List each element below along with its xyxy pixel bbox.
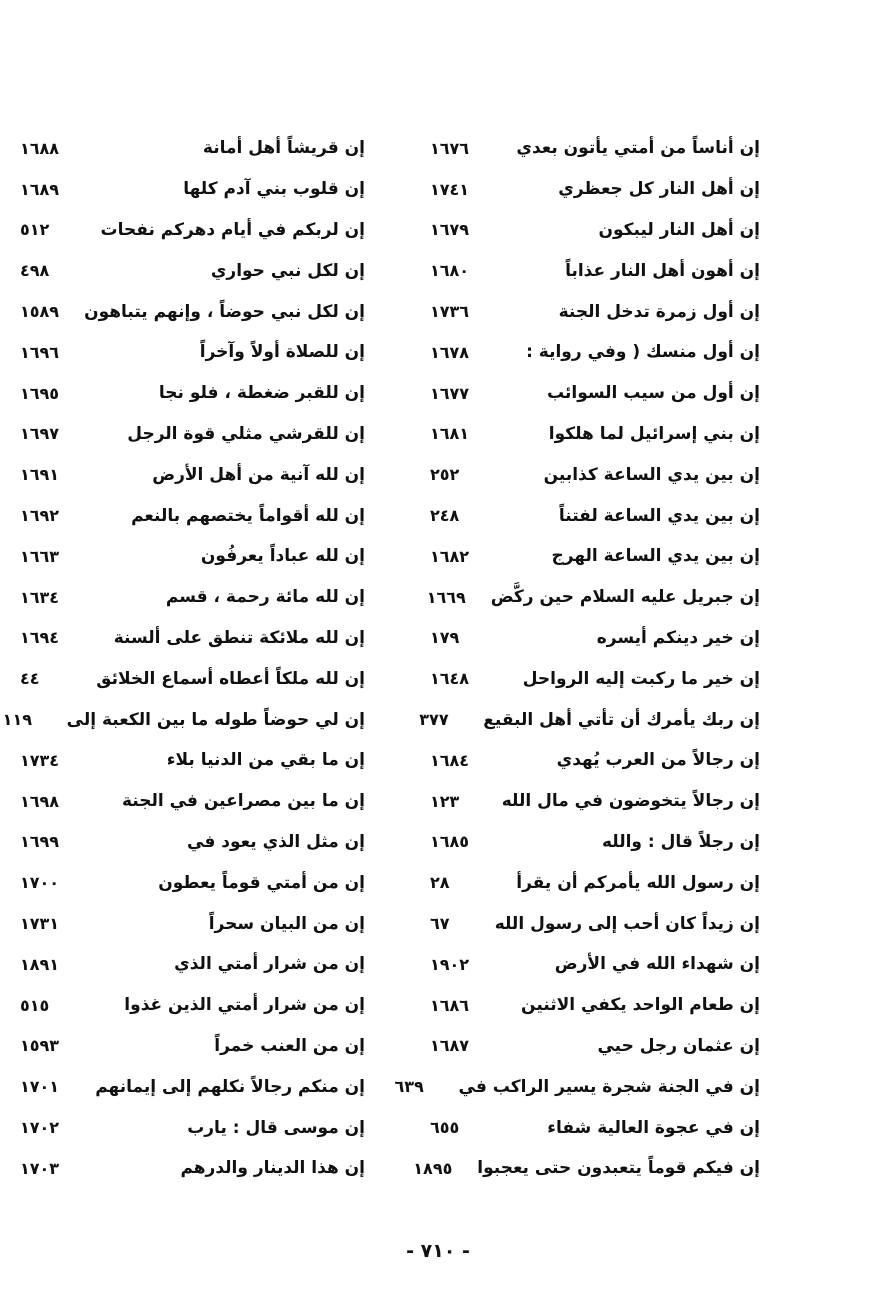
entry-number: ١٢٣: [430, 791, 460, 811]
entry-text: إن مثل الذي يعود في: [187, 831, 365, 852]
entry-text: إن بين يدي الساعة الهرج: [551, 546, 760, 567]
index-entry: [430, 985, 760, 1026]
entry-number: ١٧٩: [430, 628, 460, 648]
entry-number: ١٦٩٩: [20, 832, 60, 852]
entry-number: ١٦٩١: [20, 465, 60, 485]
entry-number: ٦٣٩: [394, 1077, 424, 1097]
entry-text: إن لله آنية من أهل الأرض: [152, 464, 365, 485]
entry-text: إن لله ملائكة تنطق على ألسنة: [113, 627, 365, 648]
entry-text: إن رسول الله يأمركم أن يقرأ: [516, 872, 760, 893]
entry-number: ١٨٩٥: [413, 1158, 453, 1178]
entry-number: ١٦٧٨: [430, 342, 470, 362]
index-entry: [430, 332, 760, 373]
entry-text: إن لكل نبي حوضاً ، وإنهم يتباهون: [84, 301, 365, 322]
entry-number: ٥١٥: [20, 995, 50, 1015]
entry-number: ١٦٦٩: [426, 587, 466, 607]
index-entry: [20, 495, 365, 536]
index-entry: [20, 454, 365, 495]
entry-number: ١٦٨٩: [20, 179, 60, 199]
index-entry: [430, 495, 760, 536]
entry-number: ١٦٨٤: [430, 750, 470, 770]
entry-text: إن زيداً كان أحب إلى رسول الله: [494, 913, 760, 934]
entry-number: ١٦٤٨: [430, 669, 470, 689]
index-entry: [430, 862, 760, 903]
entry-number: ٤٤: [20, 669, 40, 689]
entry-number: ٢٤٨: [430, 506, 460, 526]
index-entry: [430, 210, 760, 251]
index-entry: [20, 658, 365, 699]
entry-number: ٣٧٧: [419, 710, 449, 730]
entry-text: إن رجالاً من العرب يُهدي: [556, 750, 760, 771]
index-entry: [413, 1148, 760, 1189]
entry-number: ١٦٩٨: [20, 791, 60, 811]
entry-number: ١٦٨٢: [430, 546, 470, 566]
entry-text: إن لي حوضاً طوله ما بين الكعبة إلى: [66, 709, 365, 730]
entry-number: ١٧٠٣: [20, 1158, 60, 1178]
entry-number: ٢٥٢: [430, 465, 460, 485]
entry-text: إن طعام الواحد يكفي الاثنين: [521, 995, 760, 1016]
entry-text: إن لله مائة رحمة ، قسم: [165, 587, 365, 608]
entry-text: إن ربك يأمرك أن تأتي أهل البقيع: [483, 709, 760, 730]
entry-number: ١٦٨٠: [430, 261, 470, 281]
entry-number: ١٧٠١: [20, 1077, 60, 1097]
index-entry: [20, 985, 365, 1026]
entry-text: إن أهون أهل النار عذاباً: [565, 260, 760, 281]
entry-number: ١٧٠٢: [20, 1118, 60, 1138]
index-entry: [430, 1026, 760, 1067]
index-entry: [20, 822, 365, 863]
index-entry: [430, 414, 760, 455]
entry-number: ٦٧: [430, 914, 450, 934]
left-index-column: [2, 128, 365, 1189]
entry-text: إن للقبر ضغطة ، فلو نجا: [158, 383, 365, 404]
entry-text: إن من البيان سحراً: [208, 913, 365, 934]
index-entry: [20, 536, 365, 577]
entry-number: ١٦٦٣: [20, 546, 60, 566]
entry-number: ١٥٨٩: [20, 302, 60, 322]
index-entry: [430, 781, 760, 822]
entry-text: إن رجالاً يتخوضون في مال الله: [501, 791, 760, 812]
index-entry: [430, 740, 760, 781]
entry-number: ٥١٢: [20, 220, 50, 240]
entry-number: ١٦٩٦: [20, 342, 60, 362]
entry-text: إن بين يدي الساعة كذابين: [543, 464, 760, 485]
entry-text: إن أول من سيب السوائب: [546, 383, 760, 404]
entry-text: إن ما بين مصراعين في الجنة: [121, 791, 365, 812]
index-entry: [20, 903, 365, 944]
entry-text: إن منكم رجالاً نكلهم إلى إيمانهم: [95, 1076, 365, 1097]
index-entry: [426, 577, 760, 618]
entry-text: إن من شرار أمتي الذي: [174, 954, 365, 975]
index-entry: [20, 169, 365, 210]
entry-text: إن موسى قال : يارب: [187, 1117, 365, 1138]
entry-number: ١٧٣١: [20, 914, 60, 934]
entry-number: ٦٥٥: [430, 1118, 460, 1138]
index-entry: [20, 1148, 365, 1189]
index-entry: [20, 128, 365, 169]
entry-number: ١٦٨٦: [430, 995, 470, 1015]
entry-text: إن بين يدي الساعة لفتناً: [558, 505, 760, 526]
entry-number: ١١٩: [2, 710, 32, 730]
index-entry: [394, 1066, 760, 1107]
entry-text: إن أول منسك ( وفي رواية :: [526, 342, 760, 363]
page-number: - ٧١٠ -: [406, 1240, 470, 1262]
index-entry: [20, 1026, 365, 1067]
entry-text: إن في عجوة العالية شفاء: [547, 1117, 760, 1138]
entry-text: إن في الجنة شجرة يسير الراكب في: [458, 1076, 760, 1097]
entry-text: إن من العنب خمراً: [214, 1035, 365, 1056]
entry-text: إن للقرشي مثلي قوة الرجل: [127, 423, 365, 444]
entry-number: ١٦٧٧: [430, 383, 470, 403]
index-entry: [430, 169, 760, 210]
entry-text: إن قلوب بني آدم كلها: [183, 179, 365, 200]
entry-number: ١٧٤١: [430, 179, 470, 199]
index-entry: [430, 291, 760, 332]
right-index-column: [394, 128, 760, 1189]
entry-number: ١٦٣٤: [20, 587, 60, 607]
index-entry: [430, 903, 760, 944]
index-entry: [20, 862, 365, 903]
entry-number: ١٨٩١: [20, 954, 60, 974]
entry-text: إن رجلاً قال : والله: [601, 831, 760, 852]
entry-number: ١٦٧٦: [430, 138, 470, 158]
entry-text: إن أهل النار كل جعظري: [558, 179, 760, 200]
index-entry: [20, 332, 365, 373]
entry-number: ١٦٨٧: [430, 1036, 470, 1056]
entry-text: إن للصلاة أولاً وآخراً: [199, 342, 365, 363]
index-entry: [430, 373, 760, 414]
entry-text: إن قريشاً أهل أمانة: [202, 138, 365, 159]
entry-number: ١٦٩٥: [20, 383, 60, 403]
index-entry: [20, 250, 365, 291]
index-entry: [430, 822, 760, 863]
entry-number: ١٧٠٠: [20, 873, 60, 893]
entry-text: إن جبريل عليه السلام حين ركَّض: [490, 587, 760, 608]
index-entry: [430, 454, 760, 495]
index-entry: [430, 128, 760, 169]
entry-text: إن لكل نبي حواري: [210, 260, 365, 281]
entry-text: إن خير دينكم أيسره: [596, 627, 760, 648]
entry-number: ٢٨: [430, 873, 450, 893]
index-entry: [430, 536, 760, 577]
index-entry: [430, 618, 760, 659]
entry-text: إن أول زمرة تدخل الجنة: [558, 301, 760, 322]
index-entry: [20, 781, 365, 822]
index-entry: [20, 210, 365, 251]
entry-number: ١٦٨٥: [430, 832, 470, 852]
entry-text: إن من أمتي قوماً يعطون: [158, 872, 365, 893]
entry-text: إن من شرار أمتي الذين غذوا: [124, 995, 365, 1016]
index-entry: [430, 658, 760, 699]
index-entry: [430, 944, 760, 985]
entry-number: ١٦٩٤: [20, 628, 60, 648]
index-entry: [20, 577, 365, 618]
entry-text: إن ما بقي من الدنيا بلاء: [166, 750, 365, 771]
entry-text: إن لله عباداً يعرفُون: [200, 546, 365, 567]
entry-number: ١٧٣٦: [430, 302, 470, 322]
entry-number: ١٦٨١: [430, 424, 470, 444]
index-entry: [430, 1107, 760, 1148]
index-entry: [20, 1107, 365, 1148]
entry-text: إن شهداء الله في الأرض: [554, 954, 760, 975]
index-entry: [20, 414, 365, 455]
entry-number: ١٦٨٨: [20, 138, 60, 158]
index-entry: [20, 618, 365, 659]
entry-number: ١٩٠٢: [430, 954, 470, 974]
entry-number: ٤٩٨: [20, 261, 50, 281]
entry-text: إن خير ما ركبت إليه الرواحل: [522, 668, 760, 689]
entry-text: إن فيكم قوماً يتعبدون حتى يعجبوا: [477, 1158, 760, 1179]
entry-number: ١٧٣٤: [20, 750, 60, 770]
entry-text: إن هذا الدينار والدرهم: [180, 1158, 365, 1179]
entry-number: ١٦٩٢: [20, 506, 60, 526]
entry-number: ١٦٧٩: [430, 220, 470, 240]
entry-text: إن أهل النار ليبكون: [598, 219, 760, 240]
entry-text: إن لربكم في أيام دهركم نفحات: [100, 219, 365, 240]
entry-number: ١٦٩٧: [20, 424, 60, 444]
index-entry: [20, 1066, 365, 1107]
index-entry: [430, 250, 760, 291]
entry-text: إن لله أقواماً يختصهم بالنعم: [131, 505, 365, 526]
entry-number: ١٥٩٣: [20, 1036, 60, 1056]
entry-text: إن بني إسرائيل لما هلكوا: [548, 423, 760, 444]
index-entry: [20, 740, 365, 781]
index-entry: [20, 944, 365, 985]
entry-text: إن أناساً من أمتي يأتون بعدي: [516, 138, 760, 159]
index-entry: [20, 373, 365, 414]
entry-text: إن لله ملكاً أعطاه أسماع الخلائق: [96, 668, 365, 689]
index-entry: [419, 699, 760, 740]
index-entry: [20, 291, 365, 332]
entry-text: إن عثمان رجل حيي: [597, 1035, 760, 1056]
index-entry: [2, 699, 365, 740]
